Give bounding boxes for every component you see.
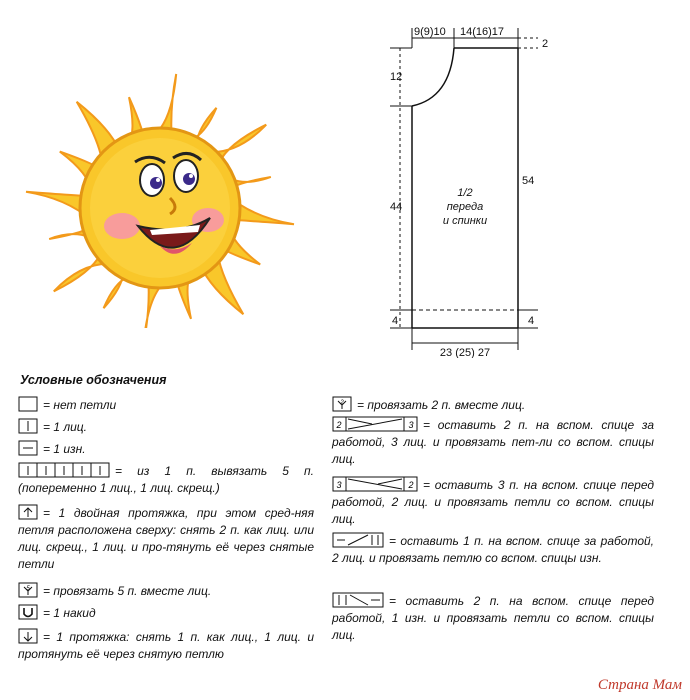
center-label-1: 1/2 <box>457 187 473 199</box>
yarn-over-icon <box>18 604 38 620</box>
double-decrease-icon <box>18 504 38 520</box>
cable-1-2-purl-icon <box>332 532 384 548</box>
center-label-3: и спинки <box>442 215 488 227</box>
top-dim-neck: 9(9)10 <box>414 26 446 38</box>
neckline-curve <box>412 48 454 106</box>
legend-item: = из 1 п. вывязать 5 п. (попеременно 1 лиц., 1 лиц. скрещ.) <box>18 464 314 495</box>
svg-text:5: 5 <box>26 586 30 592</box>
five-together-icon <box>18 582 38 598</box>
bottom-dim: 23 (25) 27 <box>439 347 491 358</box>
svg-text:3: 3 <box>408 420 414 430</box>
legend-item: 3 2 = оставить 3 п. на вспом. спице перед работой, 2 лиц. и провязать петли со вспом. спицы лиц. <box>332 478 654 526</box>
legend-item: = 1 двойная протяжка, при этом сред-няя петля расположена сверху: снять 2 п. как лиц. или лиц. скрещ., 1 лиц. и про-тянуть её через снятые петли <box>18 506 314 571</box>
legend-item: = 1 накид <box>18 604 318 622</box>
knit-stitch-icon <box>18 418 38 434</box>
cable-2-3-icon <box>332 416 418 432</box>
legend-item: = нет петли <box>18 396 318 414</box>
left-neck-dim: 12 <box>390 71 403 83</box>
sun-illustration <box>10 68 310 328</box>
left-body-dim: 44 <box>390 201 403 213</box>
watermark-text: Страна Мам <box>597 677 682 693</box>
legend-item: = 1 лиц. <box>18 418 318 436</box>
purl-stitch-icon <box>18 440 38 456</box>
left-bottom-dim: 4 <box>392 315 399 327</box>
svg-text:2: 2 <box>408 480 414 490</box>
right-top-dim: 2 <box>542 38 549 50</box>
legend-item: = 1 протяжка: снять 1 п. как лиц., 1 лиц. и протянуть её через снятую петлю <box>18 630 314 661</box>
svg-text:2: 2 <box>336 420 342 430</box>
svg-text:2: 2 <box>340 400 344 406</box>
right-bottom-dim: 4 <box>528 315 535 327</box>
five-from-one-icon <box>18 462 110 478</box>
legend-item: = оставить 2 п. на вспом. спице перед работой, 1 изн. и провязать петли со вспом. спицы лиц. <box>332 594 654 642</box>
center-label-2: переда <box>446 201 484 213</box>
empty-square-icon <box>18 396 38 412</box>
top-dim-shoulder: 14(16)17 <box>460 26 505 38</box>
svg-text:3: 3 <box>336 480 342 490</box>
right-body-dim: 54 <box>522 175 535 187</box>
cable-3-2-icon <box>332 476 418 492</box>
legend-item: 2 = провязать 2 п. вместе лиц. <box>332 396 652 414</box>
legend-item: 5 = провязать 5 п. вместе лиц. <box>18 582 318 600</box>
legend-item: 2 3 = оставить 2 п. на вспом. спице за работой, 3 лиц. и провязать пет-ли со вспом. спицы лиц. <box>332 418 654 466</box>
left-cheek <box>104 213 140 239</box>
legend-item: = оставить 1 п. на вспом. спице за работой, 2 лиц. и провязать петлю со вспом. спицы изн. <box>332 534 654 565</box>
garment-schematic <box>370 18 560 358</box>
two-together-icon <box>332 396 352 412</box>
legend-title: Условные обозначения <box>20 373 167 387</box>
cable-2-1-purl-icon <box>332 592 384 608</box>
legend-item: = 1 изн. <box>18 440 318 458</box>
slip-decrease-icon <box>18 628 38 644</box>
